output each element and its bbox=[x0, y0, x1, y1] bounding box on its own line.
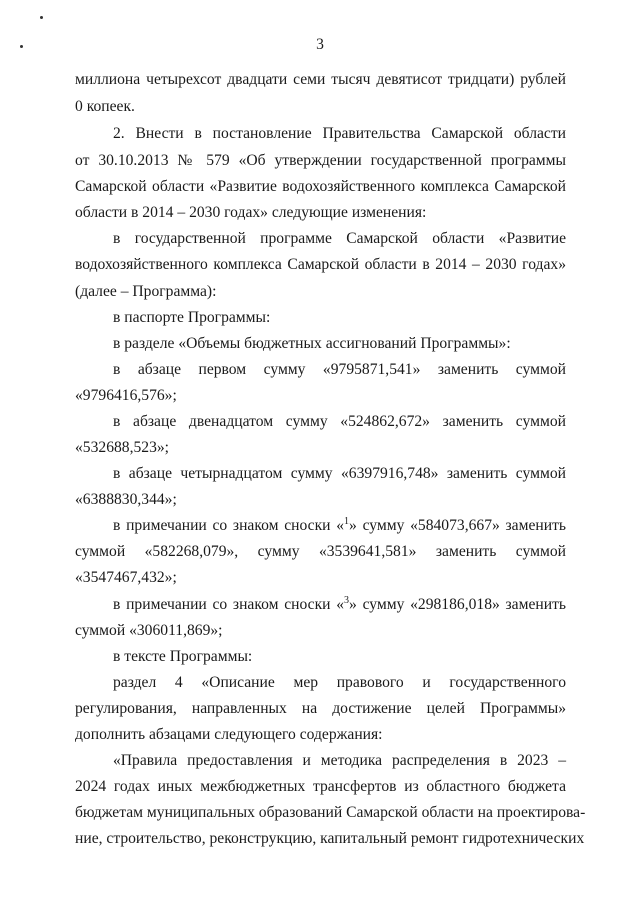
text-line: ние, строительство, реконструкцию, капитальный ремонт гидротехнических bbox=[75, 830, 585, 847]
text-line: в тексте Программы: bbox=[113, 648, 253, 665]
text-segment: » сумму «298186,018» заменить bbox=[349, 596, 566, 613]
footnote-mark: 3 bbox=[344, 595, 350, 606]
text-line: в абзаце четырнадцатом сумму «6397916,748» заменить суммой bbox=[113, 465, 566, 482]
text-line: в государственной программе Самарской области «Развитие bbox=[113, 230, 566, 247]
text-line: регулирования, направленных на достижение целей Программы» bbox=[75, 700, 566, 717]
page-number: 3 bbox=[316, 36, 324, 53]
text-line: (далее – Программа): bbox=[75, 283, 217, 300]
text-line: миллиона четырехсот двадцати семи тысяч девятисот тридцати) рублей bbox=[75, 71, 566, 88]
text-line: суммой «582268,079», сумму «3539641,581» заменить суммой bbox=[75, 543, 566, 560]
text-line: 2. Внести в постановление Правительства Самарской области bbox=[113, 125, 566, 142]
footnote-mark: 1 bbox=[344, 516, 350, 527]
text-line: в абзаце двенадцатом сумму «524862,672» заменить суммой bbox=[113, 413, 566, 430]
text-line: Самарской области «Развитие водохозяйственного комплекса Самарской bbox=[75, 178, 566, 195]
text-segment: в примечании со знаком сноски « bbox=[113, 517, 345, 534]
text-line: «9796416,576»; bbox=[75, 387, 177, 404]
text-line: водохозяйственного комплекса Самарской области в 2014 – 2030 годах» bbox=[75, 256, 566, 273]
scan-speck bbox=[40, 16, 43, 19]
text-line bbox=[113, 595, 566, 614]
text-line: в паспорте Программы: bbox=[113, 309, 271, 326]
text-line: в разделе «Объемы бюджетных ассигнований Программы»: bbox=[113, 335, 511, 352]
text-line: дополнить абзацами следующего содержания: bbox=[75, 726, 383, 743]
text-line: 2024 годах иных межбюджетных трансфертов из областного бюджета bbox=[75, 778, 566, 795]
text-line bbox=[113, 516, 566, 535]
text-line: «532688,523»; bbox=[75, 439, 169, 456]
text-line: «3547467,432»; bbox=[75, 569, 177, 586]
text-line: «6388830,344»; bbox=[75, 491, 177, 508]
text-segment: в примечании со знаком сноски « bbox=[113, 596, 345, 613]
text-line: в абзаце первом сумму «9795871,541» заменить суммой bbox=[113, 361, 566, 378]
text-line: «Правила предоставления и методика распределения в 2023 – bbox=[113, 752, 566, 769]
text-line: области в 2014 – 2030 годах» следующие изменения: bbox=[75, 204, 427, 221]
text-segment: » сумму «584073,667» заменить bbox=[349, 517, 566, 534]
text-line: от 30.10.2013 № 579 «Об утверждении государственной программы bbox=[75, 152, 566, 169]
text-line: раздел 4 «Описание мер правового и государственного bbox=[113, 674, 566, 691]
text-line: бюджетам муниципальных образований Самарской области на проектирова- bbox=[75, 804, 586, 821]
text-line: суммой «306011,869»; bbox=[75, 622, 223, 639]
text-line: 0 копеек. bbox=[75, 98, 135, 115]
